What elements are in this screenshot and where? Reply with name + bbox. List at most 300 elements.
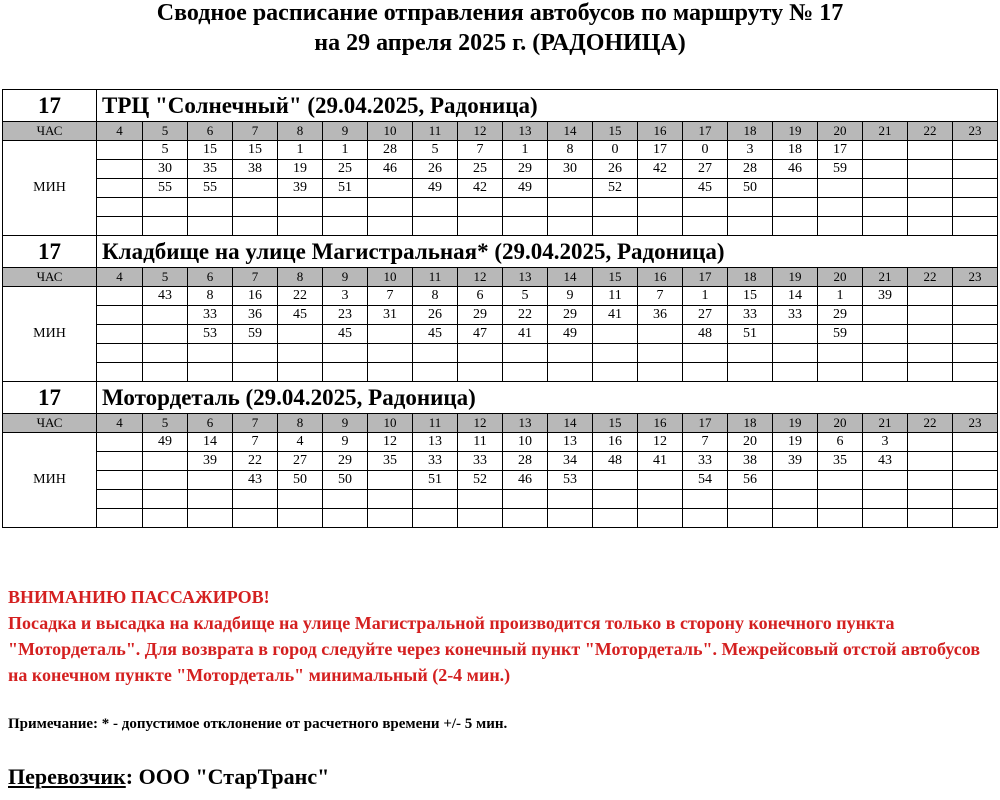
minute-cell [683,363,728,382]
minute-cell [97,363,143,382]
minute-cell [683,344,728,363]
route-number: 17 [3,90,97,122]
minute-cell [143,344,188,363]
minute-cell: 25 [323,160,368,179]
minute-cell: 27 [683,306,728,325]
minute-cell: 45 [683,179,728,198]
minutes-label: МИН [3,141,97,236]
minute-cell [188,344,233,363]
minute-cell [97,325,143,344]
minute-cell [863,198,908,217]
minute-cell [97,471,143,490]
minute-cell [368,344,413,363]
minute-cell [773,509,818,528]
minute-cell [278,490,323,509]
minute-cell: 7 [638,287,683,306]
hour-cell: 13 [503,414,548,433]
route-header-row [3,90,998,122]
minute-cell [593,217,638,236]
minute-cell: 1 [683,287,728,306]
page-title: Сводное расписание отправления автобусов по маршруту № 17 [156,0,844,26]
minute-cell [818,198,863,217]
minute-cell: 28 [728,160,773,179]
hour-cell: 19 [773,414,818,433]
minute-cell: 8 [548,141,593,160]
minute-cell [638,509,683,528]
route-header-row [3,382,998,414]
warning-text: Посадка и высадка на кладбище на улице Магистральной производится только в сторону конечного пункта "Мотордеталь". Для возврата в город следуйте через конечный пункт "Мотордеталь". Межрейсовый отстой автобусов на конечном пункте "Мотордеталь" минимальный (2-4 мин.) [8,613,981,685]
carrier-info [8,763,329,791]
minute-cell [638,198,683,217]
minute-cell [908,509,953,528]
minute-cell [953,179,998,198]
minute-cell: 26 [413,306,458,325]
hour-cell: 19 [773,268,818,287]
minute-cell [728,217,773,236]
minute-cell: 47 [458,325,503,344]
minute-cell [188,217,233,236]
minute-cell: 52 [593,179,638,198]
minute-cell [188,490,233,509]
minute-cell: 43 [233,471,278,490]
minute-cell [818,217,863,236]
minute-cell [233,344,278,363]
minutes-row [3,509,998,528]
minute-cell: 3 [728,141,773,160]
minute-cell [908,325,953,344]
hour-cell: 20 [818,414,863,433]
minutes-row [3,452,998,471]
minute-cell [97,344,143,363]
minute-cell: 29 [818,306,863,325]
minute-cell: 14 [773,287,818,306]
minute-cell: 41 [593,306,638,325]
minute-cell [953,433,998,452]
minute-cell [323,344,368,363]
hour-cell: 23 [953,414,998,433]
minute-cell: 7 [458,141,503,160]
minute-cell: 45 [278,306,323,325]
hour-cell: 10 [368,414,413,433]
hour-row [3,122,998,141]
minute-cell: 0 [593,141,638,160]
minute-cell: 6 [458,287,503,306]
minutes-row [3,490,998,509]
minute-cell [773,325,818,344]
minute-cell [548,179,593,198]
minutes-row [3,160,998,179]
minute-cell [953,363,998,382]
minute-cell [368,217,413,236]
minute-cell [503,217,548,236]
minute-cell [413,490,458,509]
minute-cell [953,217,998,236]
minute-cell: 12 [368,433,413,452]
minute-cell: 11 [593,287,638,306]
minute-cell [908,363,953,382]
minute-cell [143,471,188,490]
minute-cell [728,363,773,382]
hour-cell: 13 [503,122,548,141]
minute-cell [818,509,863,528]
minute-cell: 34 [548,452,593,471]
minute-cell: 19 [773,433,818,452]
minute-cell: 1 [818,287,863,306]
minute-cell: 49 [503,179,548,198]
minute-cell: 45 [413,325,458,344]
minute-cell [233,490,278,509]
minute-cell [97,287,143,306]
minute-cell: 14 [188,433,233,452]
minute-cell [97,141,143,160]
minute-cell [458,509,503,528]
hour-cell: 11 [413,268,458,287]
page-subtitle: на 29 апреля 2025 г. (РАДОНИЦА) [314,30,686,56]
minute-cell: 36 [233,306,278,325]
hour-cell: 22 [908,122,953,141]
minute-cell [638,490,683,509]
minute-cell: 1 [323,141,368,160]
minute-cell: 46 [503,471,548,490]
minute-cell [638,363,683,382]
minute-cell: 7 [683,433,728,452]
minute-cell [683,490,728,509]
hour-cell: 15 [593,414,638,433]
minute-cell: 53 [548,471,593,490]
minute-cell [413,198,458,217]
minute-cell [97,452,143,471]
minutes-row [3,344,998,363]
minute-cell [593,198,638,217]
minute-cell: 3 [863,433,908,452]
minute-cell: 5 [413,141,458,160]
minute-cell: 29 [458,306,503,325]
hour-cell: 5 [143,268,188,287]
minute-cell [863,490,908,509]
minute-cell: 33 [683,452,728,471]
minute-cell [908,198,953,217]
minute-cell [143,198,188,217]
minute-cell [863,217,908,236]
hour-cell: 14 [548,122,593,141]
minute-cell: 19 [278,160,323,179]
minute-cell [233,509,278,528]
minute-cell [863,344,908,363]
hour-cell: 22 [908,414,953,433]
minute-cell: 35 [368,452,413,471]
minute-cell [818,490,863,509]
hour-cell: 23 [953,268,998,287]
minute-cell [278,344,323,363]
minute-cell: 1 [278,141,323,160]
hour-cell: 6 [188,268,233,287]
minute-cell: 33 [458,452,503,471]
minute-cell [97,433,143,452]
hour-cell: 6 [188,122,233,141]
minute-cell [548,198,593,217]
minute-cell: 5 [143,141,188,160]
minute-cell: 7 [368,287,413,306]
minute-cell [548,344,593,363]
minute-cell: 29 [503,160,548,179]
minute-cell [818,363,863,382]
hour-cell: 4 [97,122,143,141]
minute-cell: 56 [728,471,773,490]
minute-cell: 31 [368,306,413,325]
minute-cell [548,490,593,509]
minute-cell: 18 [773,141,818,160]
minute-cell [413,217,458,236]
carrier-name: : ООО "СтарТранс" [125,764,330,789]
hour-cell: 4 [97,268,143,287]
minute-cell: 28 [368,141,413,160]
minute-cell [773,179,818,198]
minute-cell: 17 [638,141,683,160]
minute-cell [908,287,953,306]
minute-cell: 9 [323,433,368,452]
minute-cell [773,217,818,236]
minute-cell: 30 [548,160,593,179]
minutes-row [3,306,998,325]
minute-cell [97,509,143,528]
minute-cell [278,363,323,382]
minute-cell: 17 [818,141,863,160]
minute-cell [683,217,728,236]
minute-cell [323,217,368,236]
minute-cell [503,509,548,528]
minute-cell [863,471,908,490]
minute-cell [953,306,998,325]
minute-cell [953,471,998,490]
minute-cell [233,198,278,217]
minute-cell: 1 [503,141,548,160]
minute-cell [863,509,908,528]
minute-cell: 15 [188,141,233,160]
minute-cell: 8 [413,287,458,306]
minute-cell [593,325,638,344]
minute-cell: 39 [773,452,818,471]
hour-cell: 10 [368,268,413,287]
minute-cell [458,217,503,236]
minute-cell: 51 [728,325,773,344]
minute-cell: 48 [683,325,728,344]
minute-cell [458,344,503,363]
minute-cell: 15 [233,141,278,160]
minute-cell: 13 [413,433,458,452]
hour-cell: 15 [593,122,638,141]
minutes-row [3,433,998,452]
minute-cell [188,509,233,528]
stop-name: Мотордеталь (29.04.2025, Радоница) [97,382,998,414]
minute-cell [458,363,503,382]
minute-cell: 38 [728,452,773,471]
minute-cell [323,363,368,382]
minute-cell: 46 [773,160,818,179]
minute-cell [143,306,188,325]
hour-cell: 9 [323,268,368,287]
minute-cell: 33 [773,306,818,325]
stop-name: Кладбище на улице Магистральная* (29.04.2025, Радоница) [97,236,998,268]
minute-cell: 54 [683,471,728,490]
minute-cell [503,198,548,217]
minute-cell [143,363,188,382]
hour-cell: 7 [233,122,278,141]
minute-cell: 26 [593,160,638,179]
hour-cell: 8 [278,268,323,287]
minute-cell: 55 [188,179,233,198]
minutes-row [3,198,998,217]
minute-cell: 3 [323,287,368,306]
minute-cell: 27 [683,160,728,179]
minute-cell [773,198,818,217]
minute-cell: 10 [503,433,548,452]
minute-cell [503,363,548,382]
minute-cell [818,344,863,363]
hour-cell: 21 [863,414,908,433]
minute-cell [97,160,143,179]
minute-cell [368,471,413,490]
route-header-row [3,236,998,268]
minute-cell [233,179,278,198]
minute-cell [908,179,953,198]
warning-heading: ВНИМАНИЮ ПАССАЖИРОВ! [8,587,270,607]
minute-cell [863,160,908,179]
hour-cell: 15 [593,268,638,287]
minute-cell [143,325,188,344]
minute-cell [548,509,593,528]
hour-cell: 11 [413,122,458,141]
minute-cell: 12 [638,433,683,452]
minute-cell [953,141,998,160]
minute-cell [368,363,413,382]
minute-cell [908,141,953,160]
minute-cell [188,363,233,382]
minute-cell: 49 [548,325,593,344]
minute-cell: 49 [143,433,188,452]
stop-name: ТРЦ "Солнечный" (29.04.2025, Радоница) [97,90,998,122]
minute-cell [143,452,188,471]
minute-cell [638,179,683,198]
hour-cell: 17 [683,414,728,433]
minute-cell [908,471,953,490]
minute-cell [953,160,998,179]
minute-cell: 59 [818,160,863,179]
hour-cell: 14 [548,268,593,287]
minute-cell: 15 [728,287,773,306]
minute-cell: 23 [323,306,368,325]
minute-cell [143,509,188,528]
hour-cell: 12 [458,122,503,141]
hour-cell: 20 [818,268,863,287]
minute-cell: 11 [458,433,503,452]
minute-cell: 59 [818,325,863,344]
minute-cell: 42 [458,179,503,198]
hour-cell: 9 [323,414,368,433]
minute-cell: 29 [548,306,593,325]
minute-cell: 20 [728,433,773,452]
hour-cell: 4 [97,414,143,433]
minute-cell: 43 [863,452,908,471]
hour-label: ЧАС [3,414,97,433]
minute-cell [863,363,908,382]
minute-cell: 5 [503,287,548,306]
minute-cell [413,509,458,528]
minute-cell [278,325,323,344]
minute-cell [728,198,773,217]
minute-cell: 46 [368,160,413,179]
minute-cell: 50 [278,471,323,490]
minute-cell: 52 [458,471,503,490]
minute-cell: 27 [278,452,323,471]
minute-cell: 45 [323,325,368,344]
minute-cell [863,325,908,344]
minute-cell: 4 [278,433,323,452]
minutes-row [3,363,998,382]
minute-cell: 39 [188,452,233,471]
route-number: 17 [3,382,97,414]
minute-cell [638,325,683,344]
minute-cell: 26 [413,160,458,179]
hour-cell: 12 [458,268,503,287]
minutes-row [3,325,998,344]
minute-cell [503,344,548,363]
minute-cell [638,217,683,236]
hour-cell: 19 [773,122,818,141]
minute-cell [863,306,908,325]
minute-cell: 13 [548,433,593,452]
hour-cell: 20 [818,122,863,141]
route-number: 17 [3,236,97,268]
minute-cell [638,471,683,490]
minute-cell [953,344,998,363]
minute-cell [458,198,503,217]
minute-cell [188,471,233,490]
minute-cell [593,509,638,528]
minute-cell: 6 [818,433,863,452]
minute-cell [458,490,503,509]
minute-cell [773,363,818,382]
minute-cell: 8 [188,287,233,306]
hour-cell: 8 [278,414,323,433]
minute-cell [143,217,188,236]
hour-cell: 9 [323,122,368,141]
minute-cell [953,452,998,471]
passenger-warning [8,584,993,688]
minute-cell [953,490,998,509]
minute-cell [638,344,683,363]
minute-cell [278,198,323,217]
minute-cell [908,452,953,471]
hour-cell: 23 [953,122,998,141]
minute-cell: 41 [638,452,683,471]
hour-cell: 14 [548,414,593,433]
minute-cell: 53 [188,325,233,344]
hour-cell: 5 [143,414,188,433]
minute-cell [953,509,998,528]
minute-cell [728,490,773,509]
minute-cell [413,363,458,382]
minute-cell [233,217,278,236]
minute-cell [953,198,998,217]
minute-cell [728,344,773,363]
hour-cell: 7 [233,268,278,287]
hour-cell: 13 [503,268,548,287]
minute-cell [683,198,728,217]
minute-cell: 38 [233,160,278,179]
minute-cell [323,490,368,509]
hour-cell: 22 [908,268,953,287]
minute-cell: 50 [728,179,773,198]
